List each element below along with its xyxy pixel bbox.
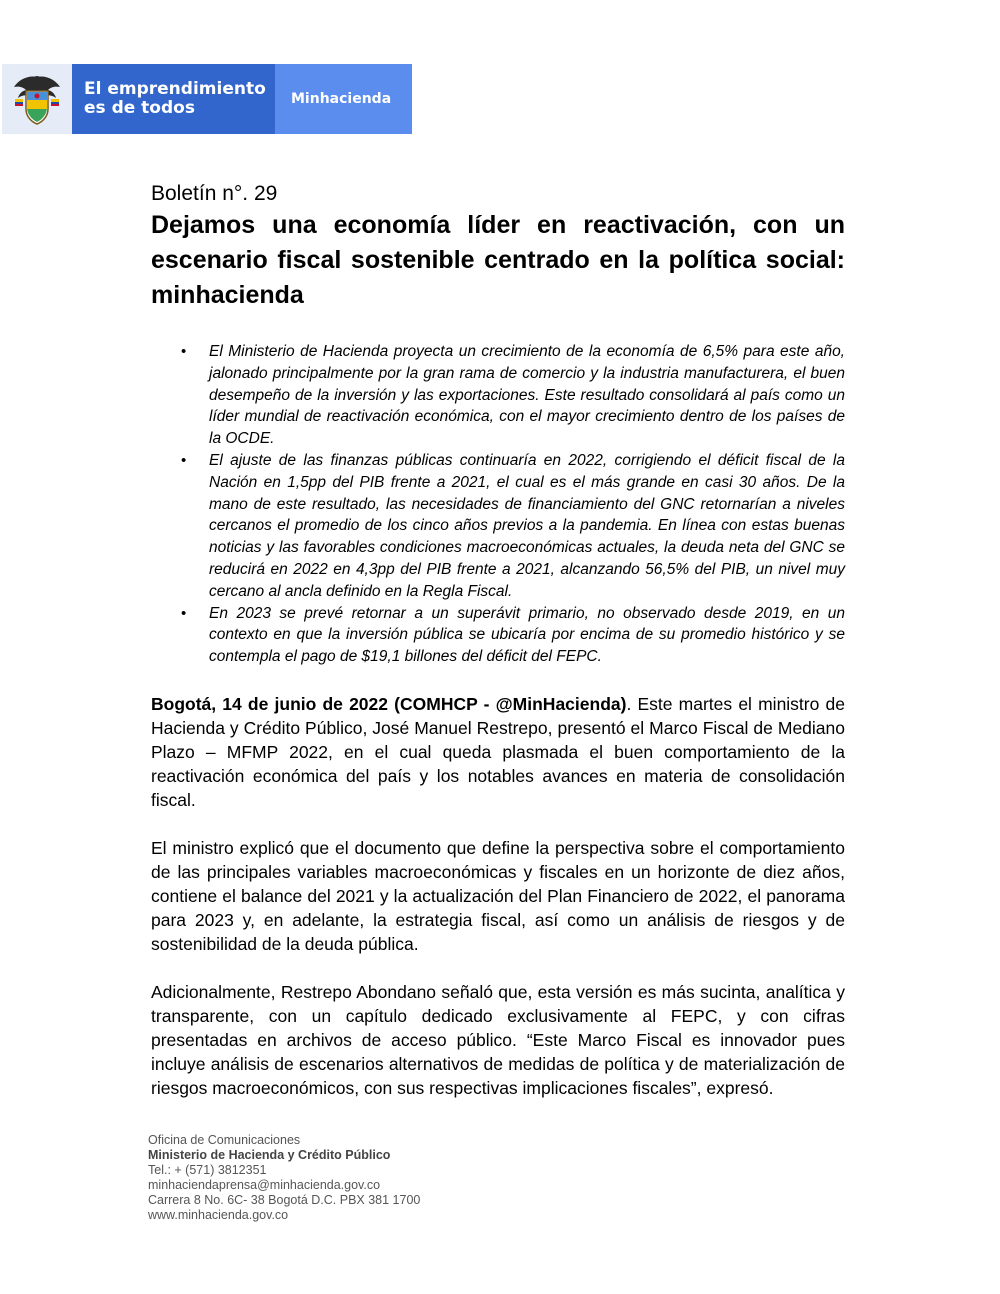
body-paragraph-2: El ministro explicó que el documento que define la perspectiva sobre el comportamiento de las principales variables macroeconómicas y fiscales en un horizonte de diez años, contiene el balance del 2021 y la actualización del Plan Financiero de 2022, el panorama para 2023 y, en adelante, la estrategia fiscal, así como un análisis de riesgos y de sostenibilidad de la deuda pública. <box>151 837 845 954</box>
ministry-brand-label: Minhacienda <box>291 91 392 107</box>
colombia-coat-of-arms-icon <box>11 71 63 127</box>
footer-phone: Tel.: + (571) 3812351 <box>148 1163 267 1177</box>
footer-contact <box>148 1133 420 1223</box>
highlights-list <box>151 341 845 668</box>
footer-email[interactable]: minhaciendaprensa@minhacienda.gov.co <box>148 1178 381 1192</box>
headline: Dejamos una economía líder en reactivación, con un escenario fiscal sostenible centrado en la política social: minhacienda <box>151 211 845 309</box>
press-release-content <box>151 180 845 1100</box>
slogan-line-2: es de todos <box>84 98 195 118</box>
bullet-icon: • <box>181 343 187 360</box>
body-paragraph-3: Adicionalmente, Restrepo Abondano señaló que, esta versión es más sucinta, analítica y transparente, con un capítulo dedicado exclusivamente al FEPC, y con cifras presentadas en archivos de acceso público. “Este Marco Fiscal es innovador pues incluye análisis de escenarios alternativos de medidas de política y de materialización de riesgos macroeconómicos, con sus respectivas implicaciones fiscales”, expresó. <box>151 981 845 1098</box>
footer-office: Oficina de Comunicaciones <box>148 1133 301 1147</box>
highlight-text: El Ministerio de Hacienda proyecta un crecimiento de la economía de 6,5% para este año, jalonado principalmente por la gran rama de comercio y la industria manufacturera, el buen desempeño de la inversión y las exportaciones. Este resultado consolidará al país como un líder mundial de reactivación económica, con el mayor crecimiento dentro de los países de la OCDE. <box>209 343 845 448</box>
body-paragraph-1 <box>151 692 845 812</box>
bulletin-number: Boletín n°. 29 <box>151 182 278 205</box>
seal-container <box>2 64 72 134</box>
header-logo-banner <box>2 64 412 134</box>
highlight-item <box>151 603 845 668</box>
footer-address: Carrera 8 No. 6C- 38 Bogotá D.C. PBX 381 1700 <box>148 1193 421 1207</box>
bullet-icon: • <box>181 451 187 469</box>
footer-ministry: Ministerio de Hacienda y Crédito Público <box>148 1148 391 1162</box>
bullet-icon: • <box>181 604 187 622</box>
slogan-block <box>72 64 275 134</box>
highlight-item <box>151 450 845 603</box>
dateline: Bogotá, 14 de junio de 2022 (COMHCP - @MinHacienda) <box>151 693 627 714</box>
ministry-brand <box>275 64 412 134</box>
slogan-line-1: El emprendimiento <box>84 79 266 99</box>
footer-website-link[interactable]: www.minhacienda.gov.co <box>148 1208 289 1222</box>
paragraph-1-text: . Este martes el ministro de Hacienda y Crédito Público, José Manuel Restrepo, presentó el Marco Fiscal de Mediano Plazo – MFMP 2022, en el cual queda plasmada el buen comportamiento de la reactivación económica del país y los notables avances en materia de consolidación fiscal. <box>151 693 845 810</box>
highlight-text: En 2023 se prevé retornar a un superávit primario, no observado desde 2019, en un contexto en que la inversión pública se ubicaría por encima de su promedio histórico y se contempla el pago de $19,1 billones del déficit del FEPC. <box>209 604 845 666</box>
highlight-text: El ajuste de las finanzas públicas continuaría en 2022, corrigiendo el déficit fiscal de la Nación en 1,5pp del PIB frente a 2021, el cual es el más grande en casi 30 años. De la mano de este resultado, las necesidades de financiamiento del GNC retornarían a niveles cercanos el promedio de los cinco años previos a la pandemia. En línea con estas buenas noticias y las favorables condiciones macroeconómicas actuales, la deuda neta del GNC se reducirá en 2022 en 4,3pp del PIB frente a 2021, alcanzando 56,5% del PIB, un nivel muy cercano al ancla definido en la Regla Fiscal. <box>209 451 845 600</box>
highlight-item <box>151 341 845 450</box>
